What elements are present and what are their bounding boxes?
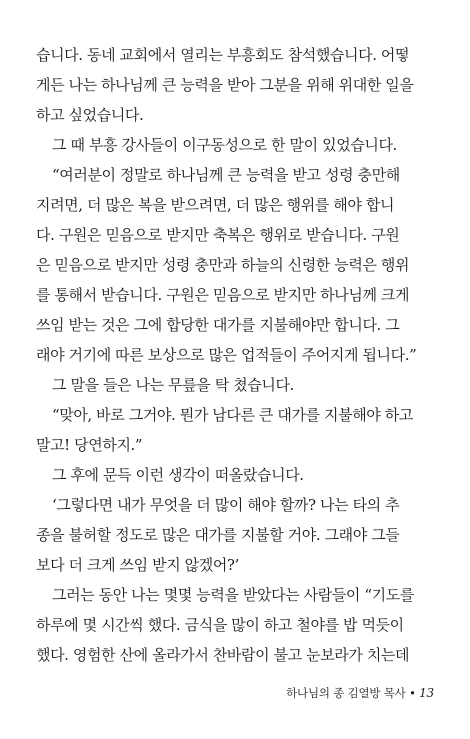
text-line: ‘그렇다면 내가 무엇을 더 많이 해야 할까? 나는 타의 추 [52,496,400,514]
text-line: “여러분이 정말로 하나님께 큰 능력을 받고 성령 충만해 [52,166,400,184]
text-line: 다. 구원은 믿음으로 받지만 축복은 행위로 받습니다. 구원 [36,226,400,244]
page-footer [286,685,434,701]
footer-separator: • [409,686,416,700]
text-line: 하고 싶었습니다. [36,106,144,124]
text-line: 쓰임 받는 것은 그에 합당한 대가를 지불해야만 합니다. 그 [36,316,400,334]
text-line: 말고! 당연하지.” [36,436,143,454]
text-line: 그 때 부흥 강사들이 이구동성으로 한 말이 있었습니다. [52,136,397,154]
text-line: “맞아, 바로 그거야. 뭔가 남다른 큰 대가를 지불해야 하고 [52,406,413,424]
text-line: 종을 불허할 정도로 많은 대가를 지불할 거야. 그래야 그들 [36,526,400,544]
text-line: 습니다. 동네 교회에서 열리는 부흥회도 참석했습니다. 어떻 [36,46,410,64]
text-line: 은 믿음으로 받지만 성령 충만과 하늘의 신령한 능력은 행위 [36,256,410,274]
page-number: 13 [419,686,434,700]
text-line: 그러는 동안 나는 몇몇 능력을 받았다는 사람들이 “기도를 [52,586,414,604]
text-line: 그 후에 문득 이런 생각이 떠올랐습니다. [52,466,304,484]
text-line: 를 통해서 받습니다. 구원은 믿음으로 받지만 하나님께 크게 [36,286,410,304]
text-line: 하루에 몇 시간씩 했다. 금식을 많이 하고 철야를 밥 먹듯이 [36,616,404,634]
body-text [36,40,434,670]
text-line: 했다. 영험한 산에 올라가서 찬바람이 불고 눈보라가 치는데 [36,646,410,664]
text-line: 지려면, 더 많은 복을 받으려면, 더 많은 행위를 해야 합니 [36,196,395,214]
text-line: 게든 나는 하나님께 큰 능력을 받아 그분을 위해 위대한 일을 [36,76,414,94]
text-line: 그 말을 들은 나는 무릎을 탁 쳤습니다. [52,376,294,394]
running-title: 하나님의 종 김열방 목사 [286,686,406,700]
text-line: 래야 거기에 따른 보상으로 많은 업적들이 주어지게 됩니다.” [36,346,417,364]
text-line: 보다 더 크게 쓰임 받지 않겠어?’ [36,556,239,574]
